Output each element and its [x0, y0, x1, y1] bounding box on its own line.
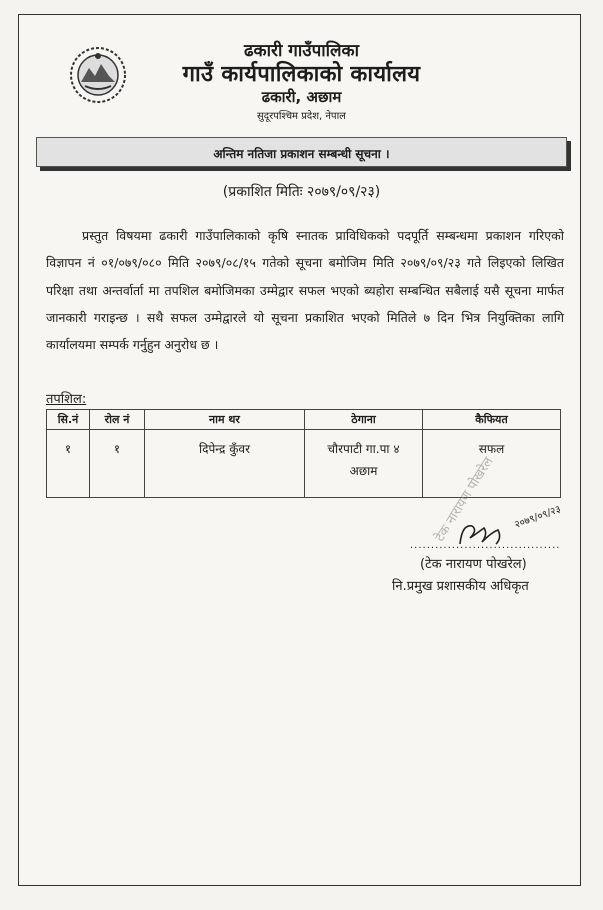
col-header-name: नाम थर — [145, 410, 305, 430]
handwritten-date: २०७९/०९/२३ — [513, 504, 563, 531]
official-stamp: टेक नारायण पोखरेल — [432, 454, 497, 545]
col-header-address: ठेगाना — [305, 410, 423, 430]
col-header-remarks: कैफियत — [423, 410, 561, 430]
province-name: सुदूरपश्चिम प्रदेश, नेपाल — [257, 111, 346, 122]
municipality-name: ढकारी गाउँपालिका — [243, 41, 360, 61]
cell-remarks: सफल — [423, 430, 561, 498]
col-header-sn: सि.नं — [47, 410, 90, 430]
cell-address — [305, 430, 423, 498]
cell-address-line2: अछाम — [349, 464, 378, 478]
cell-name: दिपेन्द्र कुँवर — [145, 430, 305, 498]
notice-title: अन्तिम नतिजा प्रकाशन सम्बन्धी सूचना । — [213, 147, 390, 161]
signatory-title: नि.प्रमुख प्रशासकीय अधिकृत — [392, 579, 529, 594]
schedule-label: तपशिल: — [46, 392, 87, 407]
table-header-row — [47, 410, 561, 430]
cell-address-line1: चौरपाटी गा.पा ४ — [327, 442, 400, 456]
signatory-name: (टेक नारायण पोखरेल) — [420, 557, 527, 572]
notice-body-text: प्रस्तुत विषयमा ढकारी गाउँपालिकाको कृषि स्नातक प्राविधिकको पदपूर्ति सम्बन्धमा प्रकाशन गरिएको विज्ञापन नं ०१/०७९/०८० मिति २०७९/०८/१५ गतेको सूचना बमोजिम मिति २०७९/०९/२३ गते लिइएको लिखित परिक्षा तथा अन्तर्वार्ता मा तपशिल बमोजिमका उम्मेद्वार सफल भएको ब्यहोरा सम्बन्धित सबैलाई यसै सूचना मार्फत जानकारी गराइन्छ । सथै सफल उम्मेद्वारले यो सूचना प्रकाशित भएको मितिले ७ दिन भित्र नियुक्तिका लागि कार्यालयमा सम्पर्क गर्नुहुन अनुरोध छ । — [46, 228, 564, 353]
col-header-roll: रोल नं — [90, 410, 145, 430]
cell-sn: १ — [47, 430, 90, 498]
office-name: गाउँ कार्यपालिकाको कार्यालय — [182, 62, 421, 87]
signature-dots: .................................... — [410, 540, 561, 551]
published-date: (प्रकाशित मितिः २०७९/०९/२३) — [222, 184, 381, 200]
cell-roll: १ — [90, 430, 145, 498]
office-location: ढकारी, अछाम — [261, 88, 342, 106]
notice-body — [46, 222, 564, 358]
notice-title-banner — [36, 137, 567, 167]
